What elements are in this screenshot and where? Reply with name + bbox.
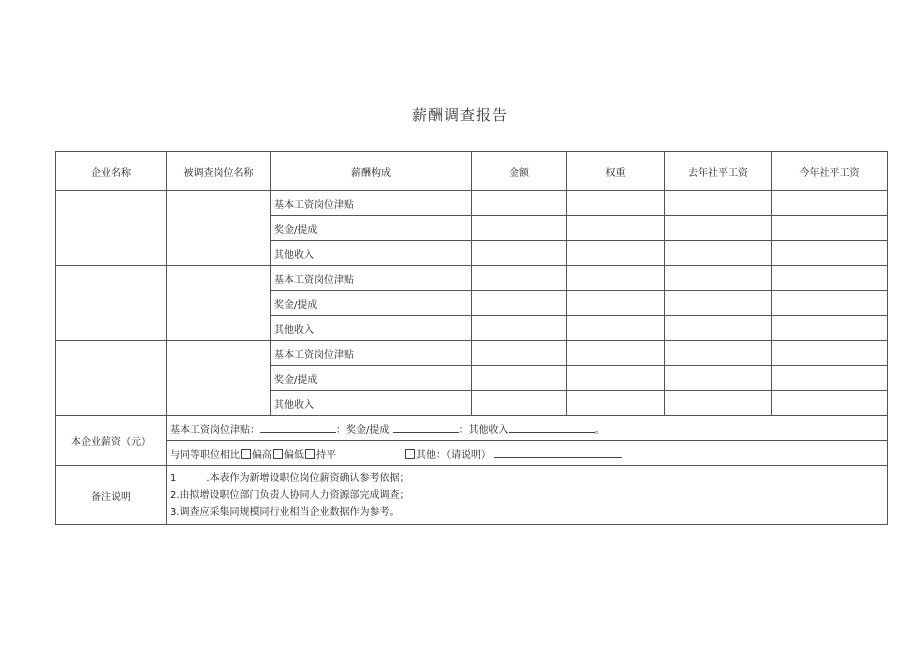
salary-survey-table xyxy=(55,151,888,525)
salary-other-label: ：其他收入 xyxy=(458,424,509,436)
amount-cell[interactable] xyxy=(472,241,567,266)
this-year-avg-cell[interactable] xyxy=(772,266,888,291)
company-name-cell[interactable] xyxy=(56,191,167,266)
component-base-label: 基本工资岗位津贴 xyxy=(271,191,472,216)
table-row xyxy=(56,341,888,366)
weight-cell[interactable] xyxy=(567,366,665,391)
last-year-avg-cell[interactable] xyxy=(665,391,772,416)
salary-other-blank[interactable] xyxy=(509,422,595,433)
component-bonus-label: 奖金/提成 xyxy=(271,216,472,241)
note-1-text: .本表作为新增设职位岗位薪资确认参考依据； xyxy=(206,472,410,484)
salary-label: 本企业薪资（元） xyxy=(56,416,167,466)
component-bonus-label: 奖金/提成 xyxy=(271,366,472,391)
table-row xyxy=(56,266,888,291)
salary-bonus-label: ：奖金/提成 xyxy=(336,424,390,436)
salary-bonus-blank[interactable] xyxy=(393,422,459,433)
last-year-avg-cell[interactable] xyxy=(665,341,772,366)
this-year-avg-cell[interactable] xyxy=(772,366,888,391)
header-composition: 薪酬构成 xyxy=(271,152,472,191)
weight-cell[interactable] xyxy=(567,266,665,291)
header-company: 企业名称 xyxy=(56,152,167,191)
component-bonus-label: 奖金/提成 xyxy=(271,291,472,316)
note-item: 3.调查应采集同规模同行业相当企业数据作为参考。 xyxy=(170,506,400,518)
last-year-avg-cell[interactable] xyxy=(665,241,772,266)
amount-cell[interactable] xyxy=(472,366,567,391)
amount-cell[interactable] xyxy=(472,216,567,241)
notes-label: 备注说明 xyxy=(56,466,167,525)
last-year-avg-cell[interactable] xyxy=(665,216,772,241)
salary-base-label: 基本工资岗位津贴： xyxy=(170,424,260,436)
salary-row xyxy=(56,416,888,441)
header-row xyxy=(56,152,888,191)
page-title: 薪酬调查报告 xyxy=(411,106,508,124)
component-other-label: 其他收入 xyxy=(271,316,472,341)
table-row xyxy=(56,191,888,216)
compare-label: 与同等职位相比 xyxy=(170,449,240,461)
company-name-cell[interactable] xyxy=(56,341,167,416)
weight-cell[interactable] xyxy=(567,216,665,241)
component-other-label: 其他收入 xyxy=(271,391,472,416)
position-name-cell[interactable] xyxy=(167,191,271,266)
last-year-avg-cell[interactable] xyxy=(665,316,772,341)
other-option-label: 其他：（请说明） xyxy=(416,449,491,461)
component-base-label: 基本工资岗位津贴 xyxy=(271,266,472,291)
salary-base-blank[interactable] xyxy=(260,422,336,433)
this-year-avg-cell[interactable] xyxy=(772,341,888,366)
lower-checkbox[interactable] xyxy=(273,449,283,459)
last-year-avg-cell[interactable] xyxy=(665,366,772,391)
equal-checkbox[interactable] xyxy=(305,449,315,459)
notes-row xyxy=(56,466,888,525)
header-last-year-avg: 去年社平工资 xyxy=(665,152,772,191)
note-item: 2.由拟增设职位部门负责人协同人力资源部完成调查； xyxy=(170,489,410,501)
other-checkbox[interactable] xyxy=(405,449,415,459)
this-year-avg-cell[interactable] xyxy=(772,391,888,416)
header-position: 被调查岗位名称 xyxy=(167,152,271,191)
header-amount: 金额 xyxy=(472,152,567,191)
last-year-avg-cell[interactable] xyxy=(665,191,772,216)
this-year-avg-cell[interactable] xyxy=(772,191,888,216)
this-year-avg-cell[interactable] xyxy=(772,316,888,341)
compare-row xyxy=(56,441,888,466)
weight-cell[interactable] xyxy=(567,341,665,366)
amount-cell[interactable] xyxy=(472,341,567,366)
header-this-year-avg: 今年社平工资 xyxy=(772,152,888,191)
higher-label: 偏高 xyxy=(252,449,272,461)
notes-content xyxy=(167,466,888,525)
weight-cell[interactable] xyxy=(567,191,665,216)
amount-cell[interactable] xyxy=(472,291,567,316)
amount-cell[interactable] xyxy=(472,266,567,291)
component-other-label: 其他收入 xyxy=(271,241,472,266)
this-year-avg-cell[interactable] xyxy=(772,291,888,316)
component-base-label: 基本工资岗位津贴 xyxy=(271,341,472,366)
salary-breakdown-line xyxy=(167,416,888,441)
position-name-cell[interactable] xyxy=(167,266,271,341)
salary-end-mark: 。 xyxy=(594,424,605,436)
note-item xyxy=(170,470,884,487)
lower-label: 偏低 xyxy=(284,449,304,461)
compare-line xyxy=(167,441,888,466)
weight-cell[interactable] xyxy=(567,241,665,266)
other-explain-blank[interactable] xyxy=(494,447,622,458)
amount-cell[interactable] xyxy=(472,316,567,341)
last-year-avg-cell[interactable] xyxy=(665,266,772,291)
weight-cell[interactable] xyxy=(567,316,665,341)
amount-cell[interactable] xyxy=(472,191,567,216)
position-name-cell[interactable] xyxy=(167,341,271,416)
equal-label: 持平 xyxy=(316,449,336,461)
weight-cell[interactable] xyxy=(567,391,665,416)
last-year-avg-cell[interactable] xyxy=(665,291,772,316)
weight-cell[interactable] xyxy=(567,291,665,316)
note-1-number: 1 xyxy=(170,472,177,484)
this-year-avg-cell[interactable] xyxy=(772,241,888,266)
company-name-cell[interactable] xyxy=(56,266,167,341)
header-weight: 权重 xyxy=(567,152,665,191)
higher-checkbox[interactable] xyxy=(241,449,251,459)
amount-cell[interactable] xyxy=(472,391,567,416)
this-year-avg-cell[interactable] xyxy=(772,216,888,241)
